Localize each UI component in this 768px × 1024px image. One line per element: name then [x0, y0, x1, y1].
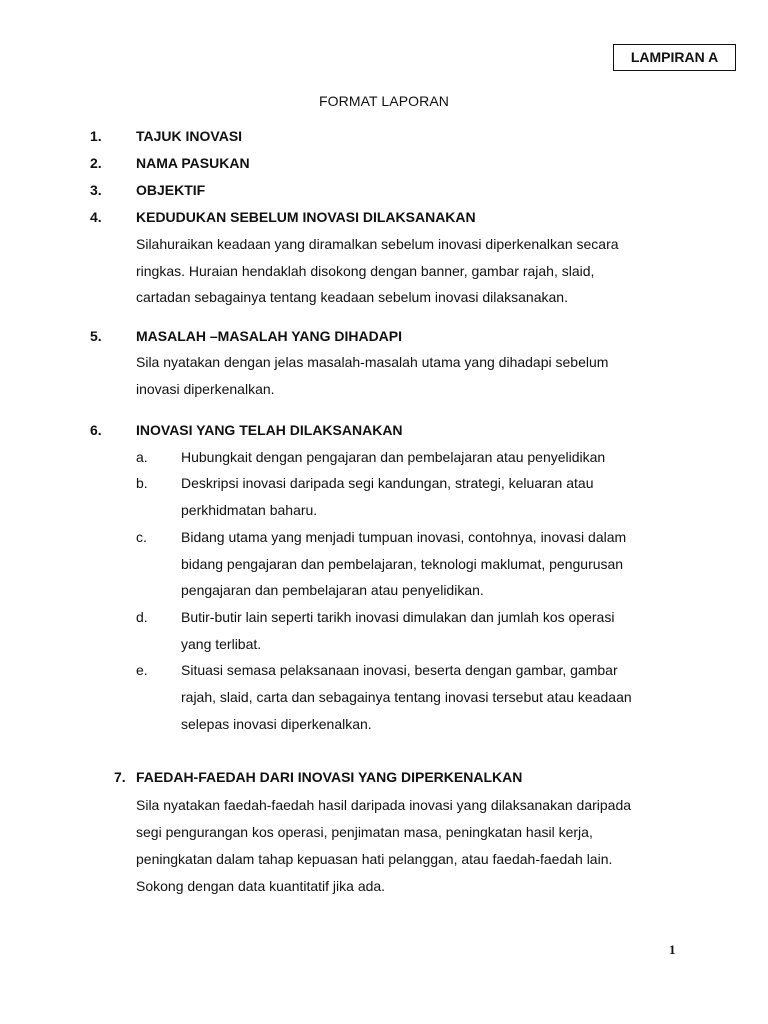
list-item-line: Bidang utama yang menjadi tumpuan inovasi, contohnya, inovasi dalam	[181, 529, 627, 545]
list-item-line: yang terlibat.	[181, 636, 262, 652]
document-title: FORMAT LAPORAN	[318, 93, 449, 109]
body-line: peningkatan dalam tahap kepuasan hati pelanggan, atau faedah-faedah lain.	[136, 851, 613, 867]
body-line: ringkas. Huraian hendaklah disokong dengan banner, gambar rajah, slaid,	[136, 263, 595, 279]
section-heading: INOVASI YANG TELAH DILAKSANAKAN	[136, 422, 403, 438]
section-number: 4.	[90, 209, 102, 225]
list-item-line: bidang pengajaran dan pembelajaran, teknologi maklumat, pengurusan	[181, 556, 624, 572]
body-line: inovasi diperkenalkan.	[136, 381, 275, 397]
page-number: 1	[669, 942, 676, 957]
list-item-line: Hubungkait dengan pengajaran dan pembelajaran atau penyelidikan	[181, 449, 606, 465]
section-heading: OBJEKTIF	[136, 182, 206, 198]
list-item-line: selepas inovasi diperkenalkan.	[181, 716, 372, 732]
list-letter: c.	[136, 529, 147, 545]
lampiran-label: LAMPIRAN A	[613, 44, 736, 71]
section-number: 2.	[90, 155, 102, 171]
list-letter: d.	[136, 609, 148, 625]
list-item-line: rajah, slaid, carta dan sebagainya tentang inovasi tersebut atau keadaan	[181, 689, 632, 705]
body-line: segi pengurangan kos operasi, penjimatan masa, peningkatan hasil kerja,	[136, 824, 593, 840]
section-heading: KEDUDUKAN SEBELUM INOVASI DILAKSANAKAN	[136, 209, 476, 225]
body-line: Sokong dengan data kuantitatif jika ada.	[136, 878, 386, 894]
list-item-line: perkhidmatan baharu.	[181, 502, 318, 518]
section-heading: NAMA PASUKAN	[136, 155, 250, 171]
list-item-line: Butir-butir lain seperti tarikh inovasi dimulakan dan jumlah kos operasi	[181, 609, 615, 625]
body-line: Sila nyatakan faedah-faedah hasil daripada inovasi yang dilaksanakan daripada	[136, 797, 632, 813]
body-line: Silahuraikan keadaan yang diramalkan sebelum inovasi diperkenalkan secara	[136, 236, 619, 252]
section-heading: TAJUK INOVASI	[136, 128, 243, 144]
list-letter: b.	[136, 475, 148, 491]
list-item-line: pengajaran dan pembelajaran atau penyelidikan.	[181, 582, 484, 598]
body-line: Sila nyatakan dengan jelas masalah-masalah utama yang dihadapi sebelum	[136, 354, 609, 370]
section-heading: FAEDAH-FAEDAH DARI INOVASI YANG DIPERKENALKAN	[136, 769, 523, 785]
list-item-line: Deskripsi inovasi daripada segi kandungan, strategi, keluaran atau	[181, 475, 594, 491]
list-letter: a.	[136, 449, 148, 465]
section-number: 3.	[90, 182, 102, 198]
section-number: 7.	[114, 769, 126, 785]
body-line: cartadan sebagainya tentang keadaan sebelum inovasi dilaksanakan.	[136, 289, 568, 305]
list-item-line: Situasi semasa pelaksanaan inovasi, beserta dengan gambar, gambar	[181, 662, 618, 678]
section-heading: MASALAH –MASALAH YANG DIHADAPI	[136, 328, 403, 344]
list-letter: e.	[136, 662, 148, 678]
section-number: 6.	[90, 422, 102, 438]
section-number: 5.	[90, 328, 102, 344]
section-number: 1.	[90, 128, 102, 144]
